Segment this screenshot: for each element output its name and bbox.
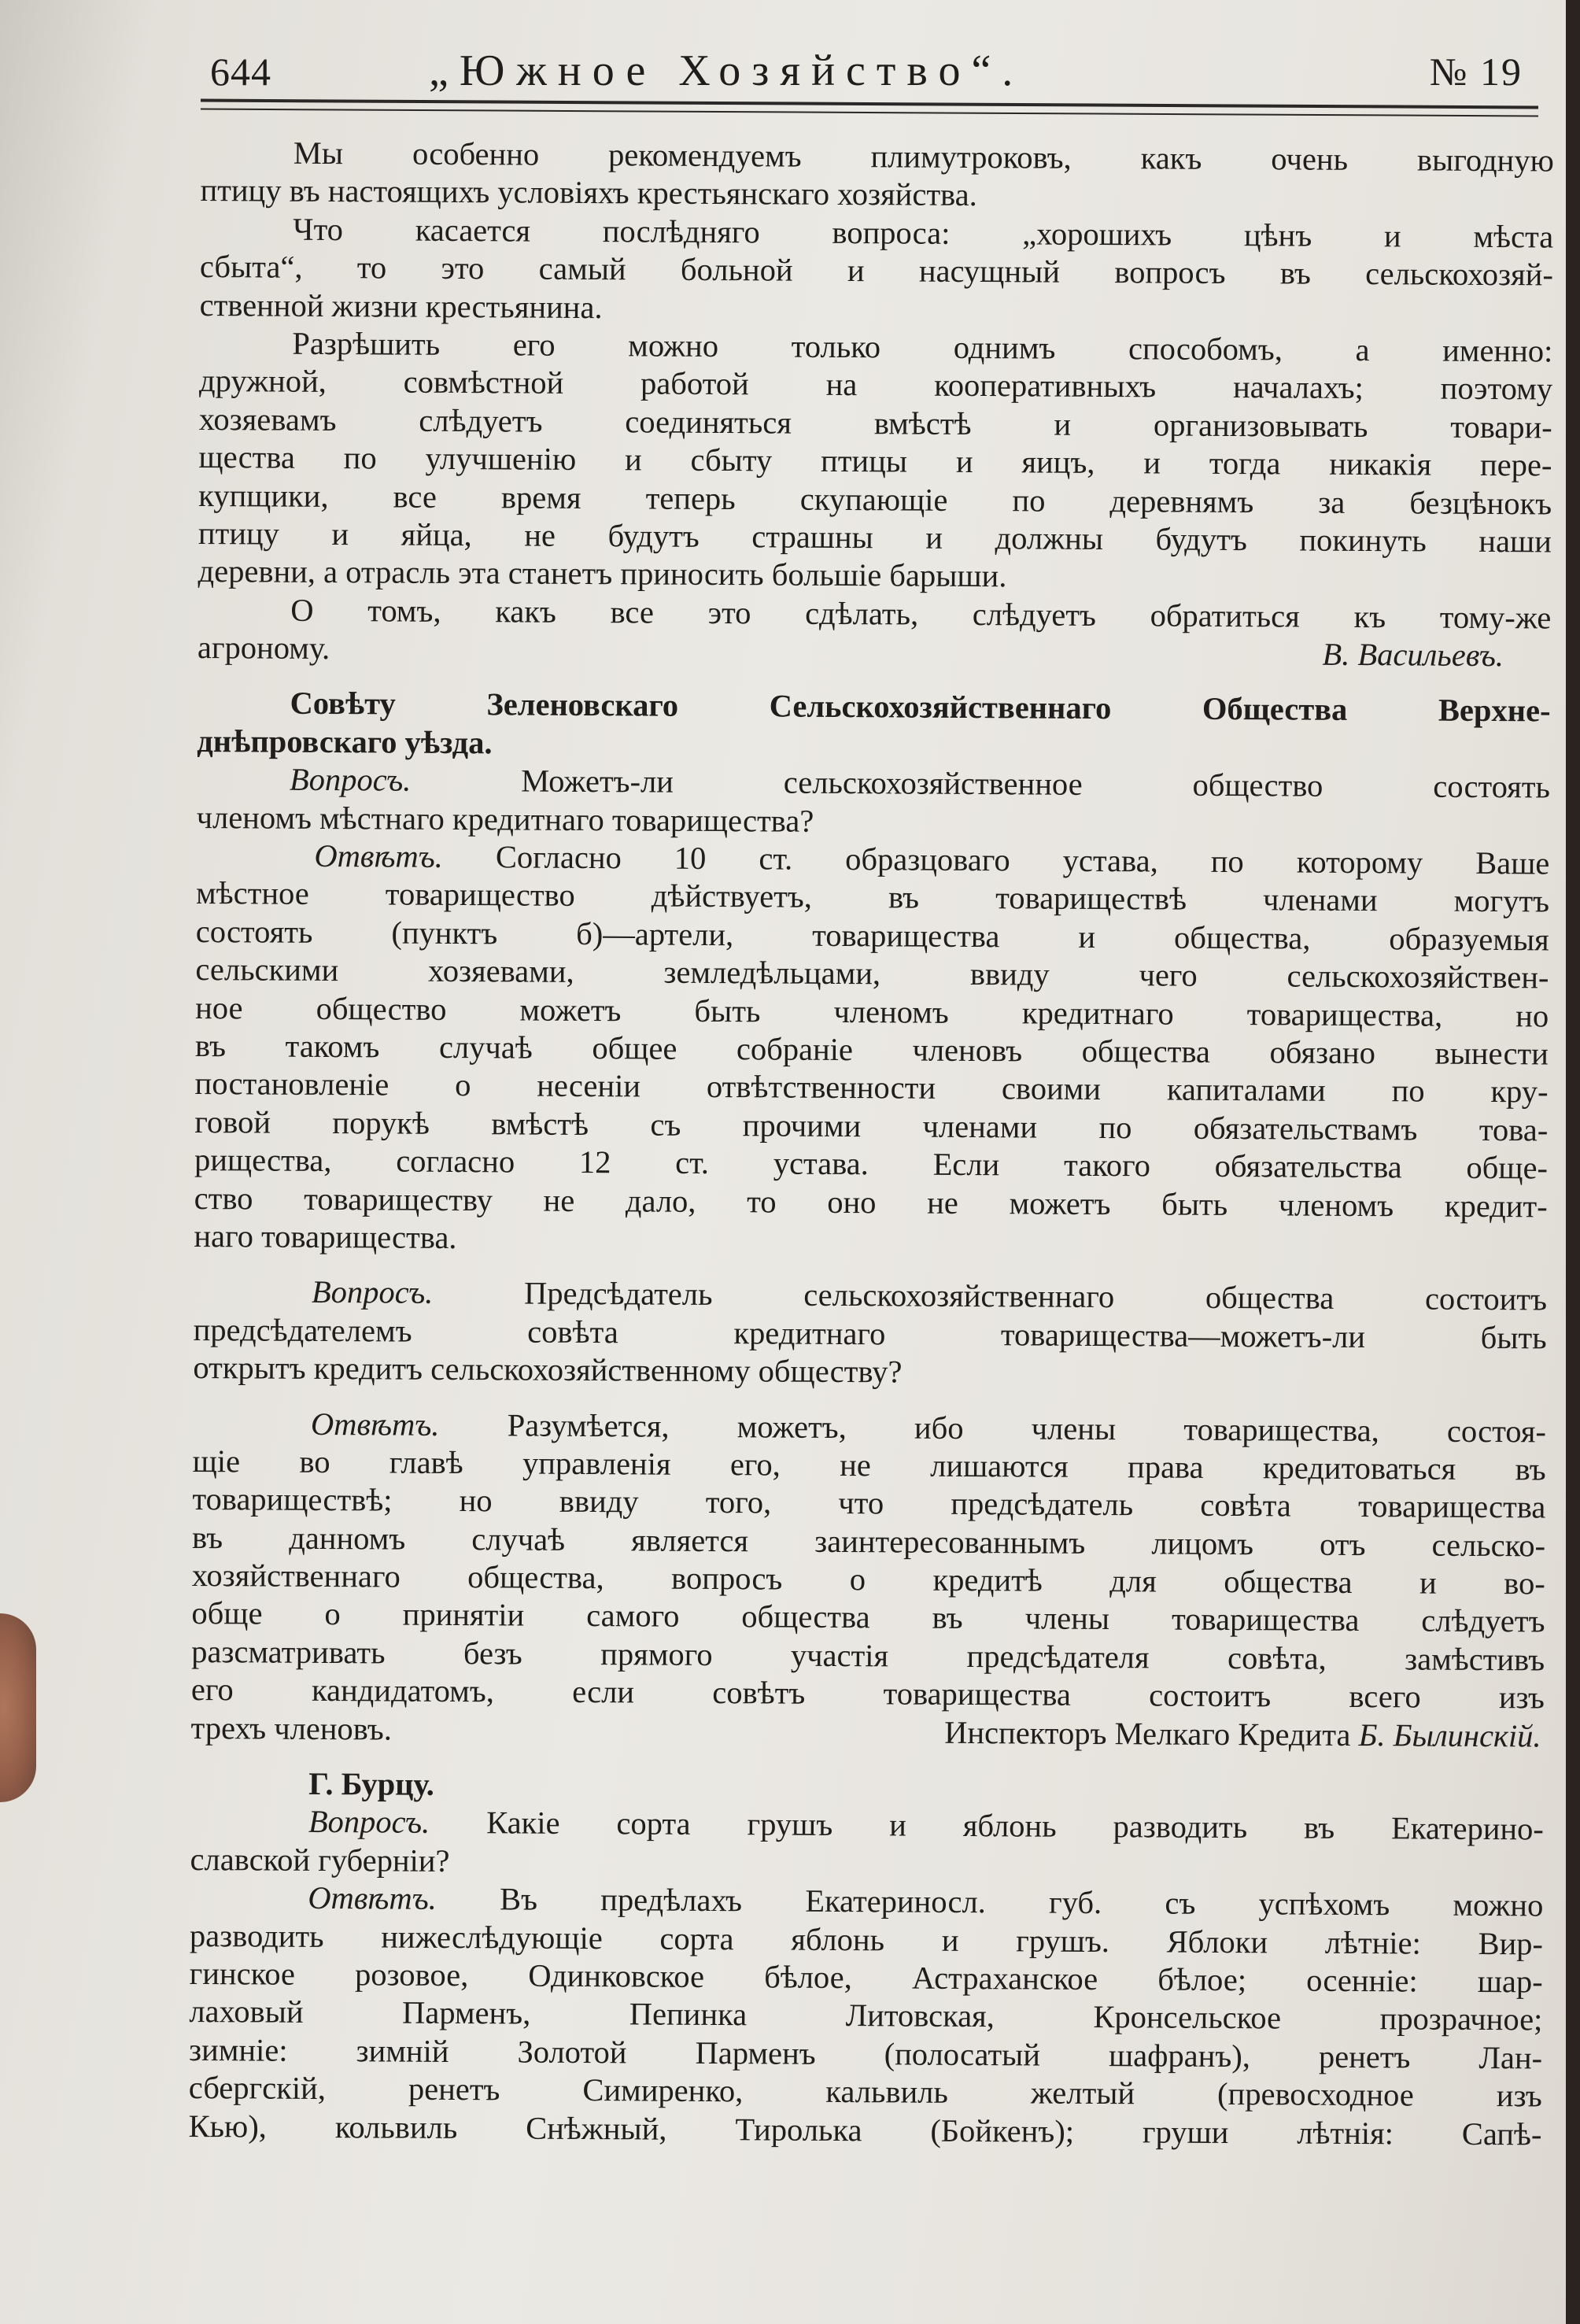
- text-line: наго товарищества.: [194, 1217, 457, 1255]
- text-line: птицу и яйца, не будутъ страшны и должны будутъ покинуть наши: [198, 515, 1552, 560]
- text-fragment: Согласно 10 ст. образцоваго устава, по которому Ваше: [495, 839, 1550, 881]
- text-fragment: Предсѣдатель сельскохозяйственнаго общества состоитъ: [523, 1275, 1548, 1317]
- signature-block: [944, 1713, 1541, 1755]
- section-heading: днѣпровскаго уѣзда.: [197, 722, 493, 761]
- text-line: разводить нижеслѣдующіе сорта яблонь и грушъ. Яблоки лѣтніе: Вир-: [189, 1917, 1544, 1962]
- answer-label: Отвѣтъ.: [314, 837, 444, 874]
- text-line: купщики, все время теперь скупающіе по деревнямъ за безцѣнокъ: [198, 477, 1552, 522]
- question-label: Вопросъ.: [308, 1804, 430, 1841]
- text-line: деревни, а отрасль эта станетъ приносить большіе барыши.: [198, 553, 1007, 594]
- text-line: сбергскій, ренетъ Симиренко, кальвиль желтый (превосходное изъ: [188, 2070, 1542, 2114]
- running-header: [201, 46, 1554, 105]
- text-line: щества по улучшенію и сбыту птицы и яицъ, и тогда никакія пере-: [198, 439, 1552, 483]
- question-label: Вопросъ.: [311, 1274, 434, 1311]
- text-line: зимніе: зимній Золотой Парменъ (полосатый шафранъ), ренетъ Лан-: [188, 2031, 1543, 2076]
- author-signature: Б. Былинскій.: [1358, 1716, 1541, 1754]
- answer-label: Отвѣтъ.: [310, 1406, 440, 1443]
- text-line: сельскими хозяевами, земледѣльцами, ввиду чего сельскохозяйствен-: [195, 951, 1549, 996]
- page-edge-shadow: [1566, 0, 1580, 2324]
- text-line: въ такомъ случаѣ общее собраніе членовъ общества обязано вынести: [194, 1027, 1549, 1072]
- text-fragment: трехъ членовъ.: [190, 1709, 393, 1747]
- text-line: хозяевамъ слѣдуетъ соединяться вмѣстѣ и организовывать товари-: [198, 401, 1552, 445]
- text-line: щіе во главѣ управленія его, не лишаются права кредитоваться въ: [192, 1443, 1546, 1487]
- journal-title: „Южное Хозяйство“.: [429, 46, 1024, 95]
- text-line: рищества, согласно 12 ст. устава. Если такого обязательства обще-: [194, 1142, 1549, 1186]
- text-line: состоять (пунктъ б)—артели, товарищества и общества, образуемыя: [195, 913, 1549, 958]
- text-line: Разрѣшить его можно только однимъ способомъ, а именно:: [292, 325, 1553, 369]
- text-line: предсѣдателемъ совѣта кредитнаго товарищества—можетъ-ли быть: [193, 1311, 1547, 1356]
- text-line: дружной, совмѣстной работой на кооперативныхъ началахъ; поэтому: [198, 363, 1553, 407]
- text-line: открытъ кредитъ сельскохозяйственному обществу?: [193, 1350, 903, 1390]
- text-line: Мы особенно рекомендуемъ плимутроковъ, какъ очень выгодную: [293, 135, 1554, 179]
- section-heading: Г. Бурцу.: [308, 1765, 434, 1802]
- finger-shadow: [0, 1613, 36, 1802]
- text-line: постановленіе о несеніи отвѣтственности своими капиталами по кру-: [194, 1066, 1549, 1110]
- text-line: Кью), кольвиль Снѣжный, Тиролька (Бойкенъ); груши лѣтнія: Сапѣ-: [188, 2108, 1542, 2152]
- text-fragment: Разумѣется, можетъ, ибо члены товарищества, состоя-: [507, 1406, 1547, 1449]
- header-rule-thin: [201, 109, 1538, 117]
- text-line: товариществѣ; но ввиду того, что предсѣдатель совѣта товарищества: [192, 1481, 1546, 1525]
- page-number: 644: [210, 50, 271, 94]
- text-line: славской губерніи?: [190, 1841, 450, 1879]
- text-line: хозяйственнаго общества, вопросъ о кредитѣ для общества и во-: [191, 1557, 1545, 1602]
- text-line: гинское розовое, Одинковское бѣлое, Астраханское бѣлое; осенніе: шар-: [189, 1955, 1543, 2000]
- text-line: обще о принятіи самого общества въ члены товарищества слѣдуетъ: [191, 1595, 1545, 1639]
- section-heading: Совѣту Зеленовскаго Сельскохозяйственнаго Общества Верхне-: [290, 685, 1551, 729]
- text-line: лаховый Парменъ, Пепинка Литовская, Кронсельское прозрачное;: [189, 1993, 1543, 2038]
- text-line: О томъ, какъ все это сдѣлать, слѣдуетъ обратиться къ тому-же: [290, 592, 1552, 636]
- text-line: птицу въ настоящихъ условіяхъ крестьянскаго хозяйства.: [200, 172, 977, 213]
- question-label: Вопросъ.: [289, 761, 412, 798]
- text-line: ное общество можетъ быть членомъ кредитнаго товарищества, но: [195, 989, 1549, 1034]
- issue-number: № 19: [1429, 50, 1523, 94]
- text-line: его кандидатомъ, если совѣтъ товарищества состоитъ всего изъ: [190, 1672, 1545, 1716]
- text-line: ство товариществу не дало, то оно не можетъ быть членомъ кредит-: [194, 1180, 1548, 1225]
- text-fragment: Въ предѣлахъ Екатериносл. губ. съ успѣхомъ можно: [499, 1881, 1544, 1923]
- text-fragment: Можетъ-ли сельскохозяйственное общество состоять: [521, 763, 1551, 805]
- text-line: членомъ мѣстнаго кредитнаго товарищества?: [196, 799, 814, 839]
- text-line: разсматривать безъ прямого участія предсѣдателя совѣта, замѣстивъ: [191, 1633, 1545, 1678]
- text-line: въ данномъ случаѣ является заинтересованнымъ лицомъ отъ сельско-: [191, 1519, 1546, 1564]
- text-line: Что касается послѣдняго вопроса: „хорошихъ цѣнъ и мѣста: [293, 211, 1554, 255]
- text-fragment: агроному.: [197, 630, 330, 667]
- author-signature: В. Васильевъ.: [1322, 636, 1504, 674]
- text-line: мѣстное товарищество дѣйствуетъ, въ товариществѣ членами могутъ: [195, 875, 1550, 919]
- text-line: говой порукѣ вмѣстѣ съ прочими членами по обязательствамъ това-: [194, 1103, 1549, 1148]
- text-line: ственной жизни крестьянина.: [199, 286, 603, 325]
- text-fragment: Какіе сорта грушъ и яблонь разводить въ Екатерино-: [486, 1805, 1545, 1847]
- signature-title: Инспекторъ Мелкаго Кредита: [944, 1714, 1351, 1753]
- article-body: [188, 134, 1554, 2192]
- answer-label: Отвѣтъ.: [308, 1880, 437, 1917]
- text-line: сбыта“, то это самый больной и насущный вопросъ въ сельскохозяй-: [199, 249, 1554, 293]
